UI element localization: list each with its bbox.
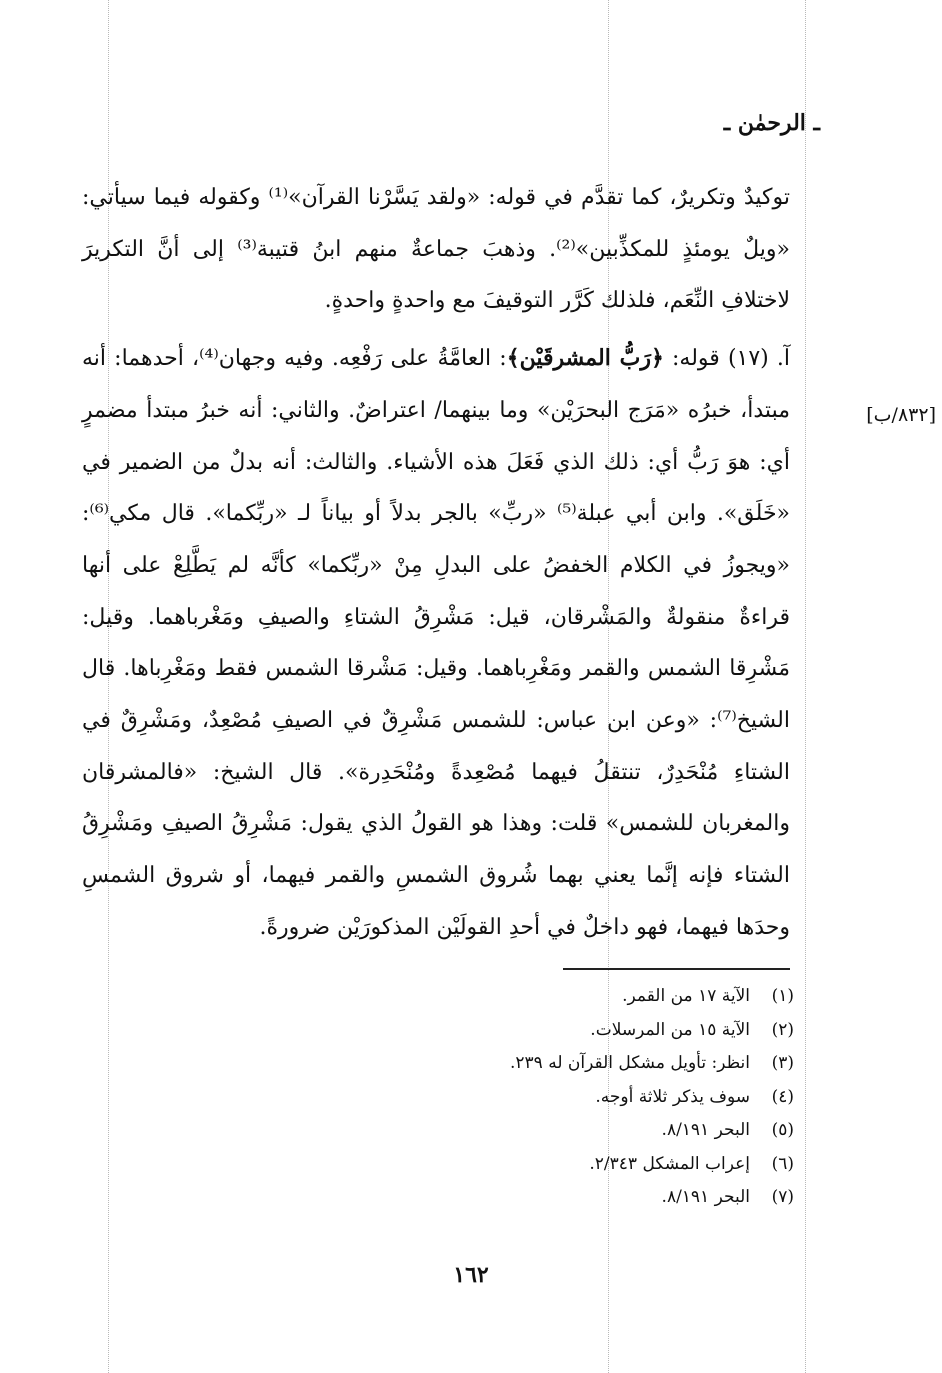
footnote-text: انظر: تأويل مشكل القرآن له ٢٣٩. bbox=[510, 1053, 750, 1073]
manuscript-folio-note: [٨٣٢/ب] bbox=[866, 404, 936, 426]
footnote-number: (١) bbox=[771, 986, 794, 1006]
verse-number: آ. (١٧) قوله: bbox=[663, 346, 791, 372]
paragraph-2-intro: : العامَّةُ على رَفْعِه. وفيه bbox=[276, 346, 507, 372]
footnote bbox=[194, 1181, 794, 1215]
footnote-number: (٤) bbox=[771, 1086, 794, 1107]
footnote bbox=[194, 1081, 794, 1115]
footnote-text: البحر ٨/١٩١. bbox=[661, 1120, 750, 1140]
footnote bbox=[194, 1014, 794, 1048]
running-header: ـ الرحمٰن ـ bbox=[723, 110, 820, 136]
footnote-text: إعراب المشكل ٢/٣٤٣. bbox=[589, 1153, 750, 1174]
footnote-number: (٦) bbox=[771, 1153, 794, 1174]
footnote-number: (٥) bbox=[771, 1120, 794, 1140]
footnote-text: سوف يذكر ثلاثة أوجه. bbox=[595, 1086, 750, 1107]
page-number: ١٦٢ bbox=[453, 1262, 489, 1288]
footnote bbox=[194, 1114, 794, 1148]
footnote-number: (٣) bbox=[771, 1053, 794, 1073]
footnote-separator bbox=[563, 968, 790, 970]
footnote-text: الآية ١٧ من القمر. bbox=[622, 986, 750, 1006]
footnote-number: (٧) bbox=[771, 1187, 794, 1207]
main-text bbox=[82, 172, 790, 954]
quran-quote: ﴿رَبُّ المشرقَيْن﴾ bbox=[506, 345, 664, 372]
paragraph-2-body: وجهان⁽⁴⁾، أحدهما: أنه مبتدأ، خبرُه «مَرَج البحرَيْن» وما بينهما/ اعتراضٌ. والثاني: أنه خبرُ مبتدأ مضمرٍ أي: هوَ رَبُّ أي: ذلك الذي فَعَلَ هذه الأشياء. والثالث: أنه بدلٌ من الضمير في «خَلَق». وابن أبي عبلة⁽⁵⁾ «ربِّ» بالجر بدلاً أو بياناً لـ «ربِّكما». قال مكي⁽⁶⁾: «ويجوزُ في الكلام الخفضُ على البدلِ مِنْ «ربِّكما» كأنَّه لم يَطَّلِعْ على أنها قراءةٌ منقولةٌ والمَشْرقان، قيل: مَشْرِقُ الشتاءِ والصيفِ ومَغْرباهما. وقيل: مَشْرِقا الشمس والقمر ومَغْرِباهما. وقيل: مَشْرقا الشمس فقط ومَغْرِباها. قال الشيخ⁽⁷⁾: «وعن ابن عباس: للشمس مَشْرِقٌ في الصيفِ مُصْعِدٌ، ومَشْرِقٌ في الشتاءِ مُنْحَدِرٌ، تنتقلُ فيهما مُصْعِدةً ومُنْحَدِرة». قال الشيخ: «فالمشرقان والمغربان للشمس» قلت: وهذا هو القولُ الذي يقول: مَشْرِقُ الصيفِ ومَشْرِقُ الشتاء فإنه إنَّما يعني بهما شُروق الشمسِ والقمر فيهما، أو شروق الشمسِ وحدَها فيهما، فهو داخلٌ في أحدِ القولَيْن المذكورَيْن ضرورةً. bbox=[82, 346, 790, 940]
footnote-text: الآية ١٥ من المرسلات. bbox=[590, 1019, 750, 1040]
scan-guide-line bbox=[805, 0, 806, 1373]
footnotes-list bbox=[194, 980, 794, 1215]
footnote-number: (٢) bbox=[771, 1019, 794, 1040]
paragraph-2 bbox=[82, 333, 790, 953]
footnote bbox=[194, 980, 794, 1014]
footnote-text: البحر ٨/١٩١. bbox=[661, 1187, 750, 1207]
footnote bbox=[194, 1148, 794, 1182]
footnote bbox=[194, 1047, 794, 1081]
paragraph-1: توكيدٌ وتكريرٌ، كما تقدَّم في قوله: «ولقد يَسَّرْنا القرآن»⁽¹⁾ وكقوله فيما سيأتي: «ويلٌ يومئذٍ للمكذِّبين»⁽²⁾. وذهبَ جماعةٌ منهم ابنُ قتيبة⁽³⁾ إلى أنَّ التكريرَ لاختلافِ النِّعَم، فلذلك كَرَّر التوقيفَ مع واحدةٍ واحدةٍ. bbox=[82, 185, 791, 314]
